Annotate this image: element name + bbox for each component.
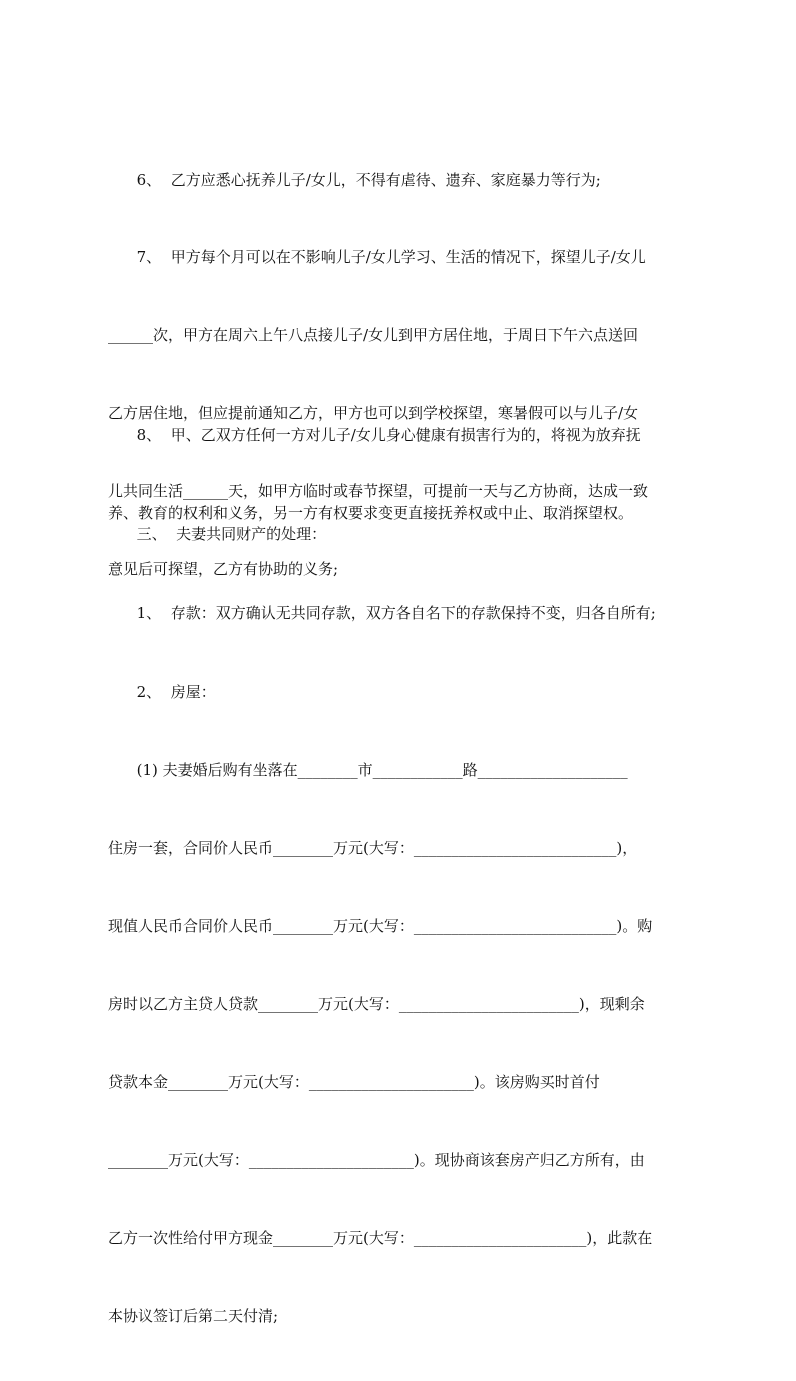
- text-line: 住房一套，合同价人民币________万元(大写：___________________________)，: [108, 839, 638, 857]
- text-line: 房时以乙方主贷人贷款________万元(大写：________________________)，现剩余: [108, 995, 645, 1013]
- text-line: 本协议签订后第二天付清;: [108, 1307, 279, 1325]
- text-line: 2、 房屋：: [108, 683, 216, 701]
- paragraph-item-3-2-1: [108, 705, 688, 1381]
- text-line: 7、 甲方每个月可以在不影响儿子/女儿学习、生活的情况下，探望儿子/女儿: [108, 248, 646, 266]
- text-line: 贷款本金________万元(大写：______________________)。该房购买时首付: [108, 1073, 600, 1091]
- text-line: (1) 夫妻婚后购有坐落在________市____________路____________________: [108, 761, 628, 779]
- text-line: 乙方居住地，但应提前通知乙方，甲方也可以到学校探望，寒暑假可以与儿子/女: [108, 404, 639, 422]
- text-line: 8、 甲、乙双方任何一方对儿子/女儿身心健康有损害行为的，将视为放弃抚: [108, 426, 641, 444]
- text-line: ________万元(大写：______________________)。现协商该套房产归乙方所有，由: [108, 1151, 645, 1169]
- text-line: ______次，甲方在周六上午八点接儿子/女儿到甲方居住地，于周日下午六点送回: [108, 326, 639, 344]
- text-line: 养、教育的权利和义务，另一方有权要求变更直接抚养权或中止、取消探望权。: [108, 504, 634, 522]
- text-line: 现值人民币合同价人民币________万元(大写：___________________________)。购: [108, 917, 653, 935]
- text-line: 1、 存款：双方确认无共同存款，双方各自名下的存款保持不变，归各自所有;: [108, 604, 656, 622]
- text-line: 意见后可探望，乙方有协助的义务;: [108, 560, 339, 578]
- text-line: 三、 夫妻共同财产的处理：: [108, 525, 327, 543]
- text-line: 6、 乙方应悉心抚养儿子/女儿，不得有虐待、遗弃、家庭暴力等行为;: [108, 171, 601, 189]
- text-line: 儿共同生活______天，如甲方临时或春节探望，可提前一天与乙方协商，达成一致: [108, 482, 649, 500]
- text-line: 乙方一次性给付甲方现金________万元(大写：_______________________)，此款在: [108, 1229, 653, 1247]
